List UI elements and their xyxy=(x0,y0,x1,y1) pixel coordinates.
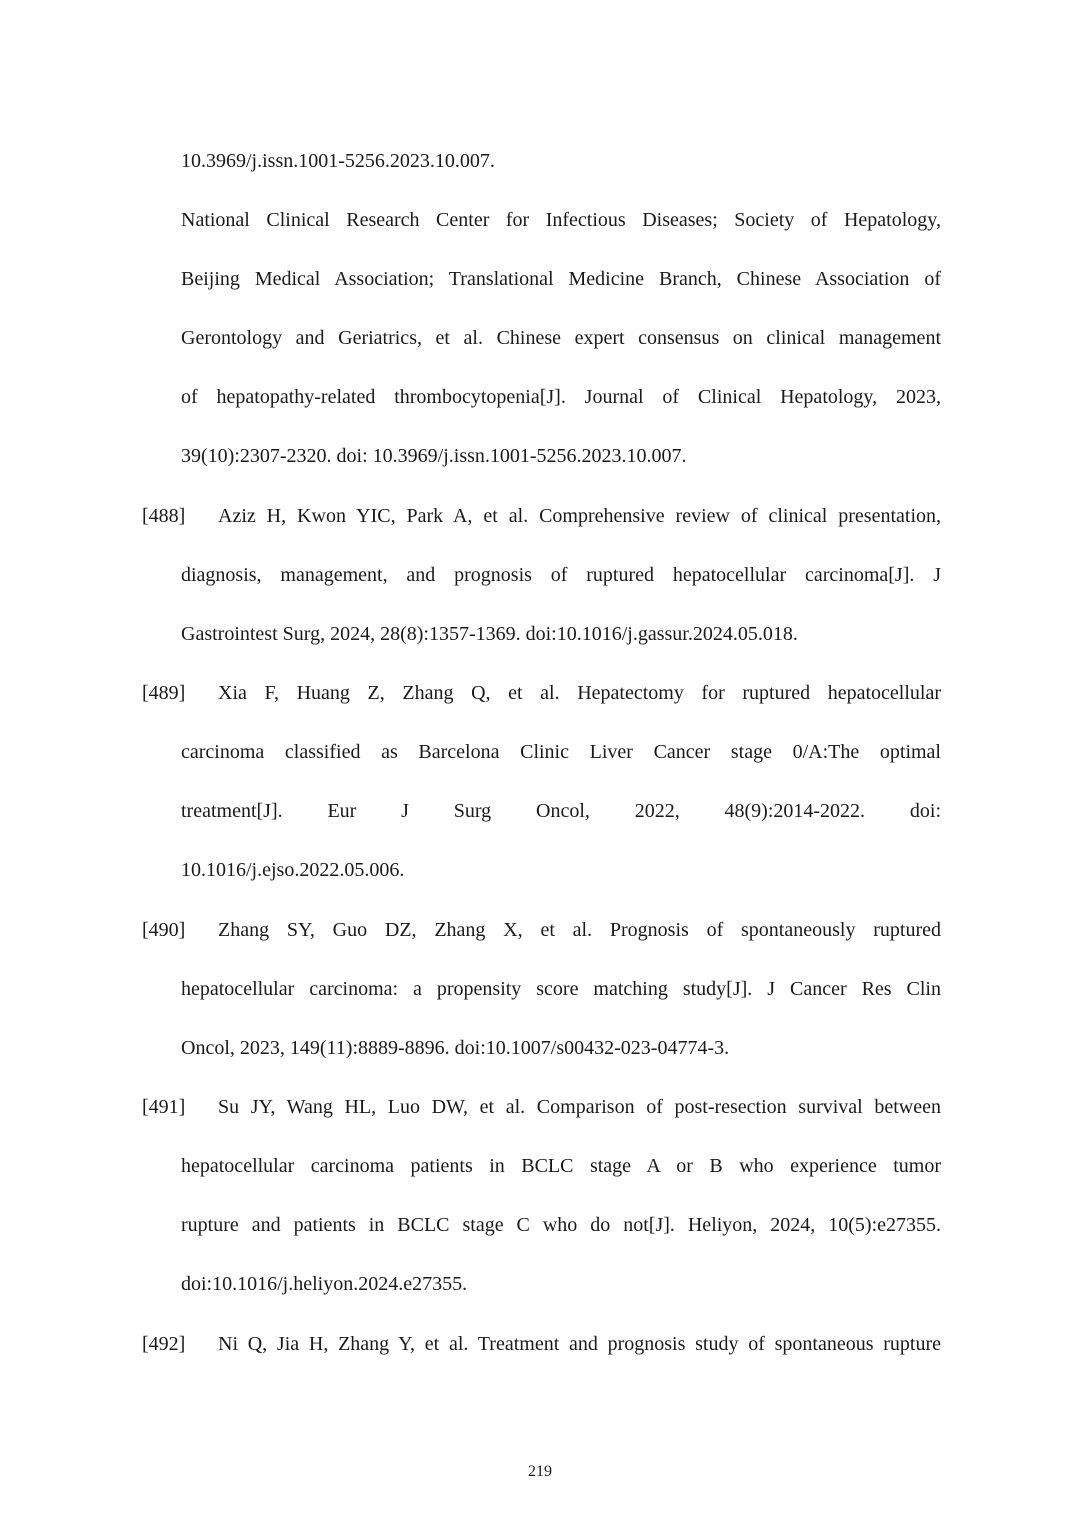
reference-number: [491] xyxy=(142,1096,186,1118)
reference-line: Ni Q, Jia H, Zhang Y, et al. Treatment and prognosis study of spontaneous rupture xyxy=(218,1333,941,1355)
reference-line: Zhang SY, Guo DZ, Zhang X, et al. Prognosis of spontaneously ruptured xyxy=(218,919,941,941)
continued-reference-translation xyxy=(181,191,941,486)
reference-491 xyxy=(142,1078,941,1314)
reference-488 xyxy=(142,487,941,664)
reference-line: Oncol, 2023, 149(11):8889-8896. doi:10.1007/s00432-023-04774-3. xyxy=(181,1037,730,1059)
reference-line: rupture and patients in BCLC stage C who do not[J]. Heliyon, 2024, 10(5):e27355. xyxy=(181,1214,941,1236)
reference-line: diagnosis, management, and prognosis of ruptured hepatocellular carcinoma[J]. J xyxy=(181,564,941,586)
reference-line: Gastrointest Surg, 2024, 28(8):1357-1369. doi:10.1016/j.gassur.2024.05.018. xyxy=(181,623,798,645)
reference-number: [490] xyxy=(142,919,186,941)
continued-reference-doi xyxy=(181,132,941,191)
reference-number: [489] xyxy=(142,682,186,704)
reference-489 xyxy=(142,664,941,900)
page-number: 219 xyxy=(528,1463,552,1480)
reference-line: Aziz H, Kwon YIC, Park A, et al. Comprehensive review of clinical presentation, xyxy=(218,505,941,527)
reference-line: 39(10):2307-2320. doi: 10.3969/j.issn.1001-5256.2023.10.007. xyxy=(181,445,687,467)
reference-490 xyxy=(142,901,941,1078)
reference-line: National Clinical Research Center for Infectious Diseases; Society of Hepatology, xyxy=(181,209,941,231)
reference-line: Beijing Medical Association; Translational Medicine Branch, Chinese Association of xyxy=(181,268,941,290)
reference-number: [492] xyxy=(142,1333,186,1355)
reference-line: treatment[J]. Eur J Surg Oncol, 2022, 48(9):2014-2022. doi: xyxy=(181,800,941,822)
reference-line: Su JY, Wang HL, Luo DW, et al. Comparison of post-resection survival between xyxy=(218,1096,941,1118)
reference-line: 10.1016/j.ejso.2022.05.006. xyxy=(181,859,405,881)
reference-line: hepatocellular carcinoma patients in BCLC stage A or B who experience tumor xyxy=(181,1155,941,1177)
reference-line: hepatocellular carcinoma: a propensity score matching study[J]. J Cancer Res Clin xyxy=(181,978,941,1000)
reference-line: doi:10.1016/j.heliyon.2024.e27355. xyxy=(181,1273,468,1295)
reference-line: 10.3969/j.issn.1001-5256.2023.10.007. xyxy=(181,150,495,172)
reference-line: Xia F, Huang Z, Zhang Q, et al. Hepatectomy for ruptured hepatocellular xyxy=(218,682,941,704)
reference-492 xyxy=(142,1315,941,1374)
reference-line: of hepatopathy-related thrombocytopenia[J]. Journal of Clinical Hepatology, 2023, xyxy=(181,386,941,408)
reference-line: Gerontology and Geriatrics, et al. Chinese expert consensus on clinical management xyxy=(181,327,941,349)
reference-line: carcinoma classified as Barcelona Clinic Liver Cancer stage 0/A:The optimal xyxy=(181,741,941,763)
reference-number: [488] xyxy=(142,505,186,527)
